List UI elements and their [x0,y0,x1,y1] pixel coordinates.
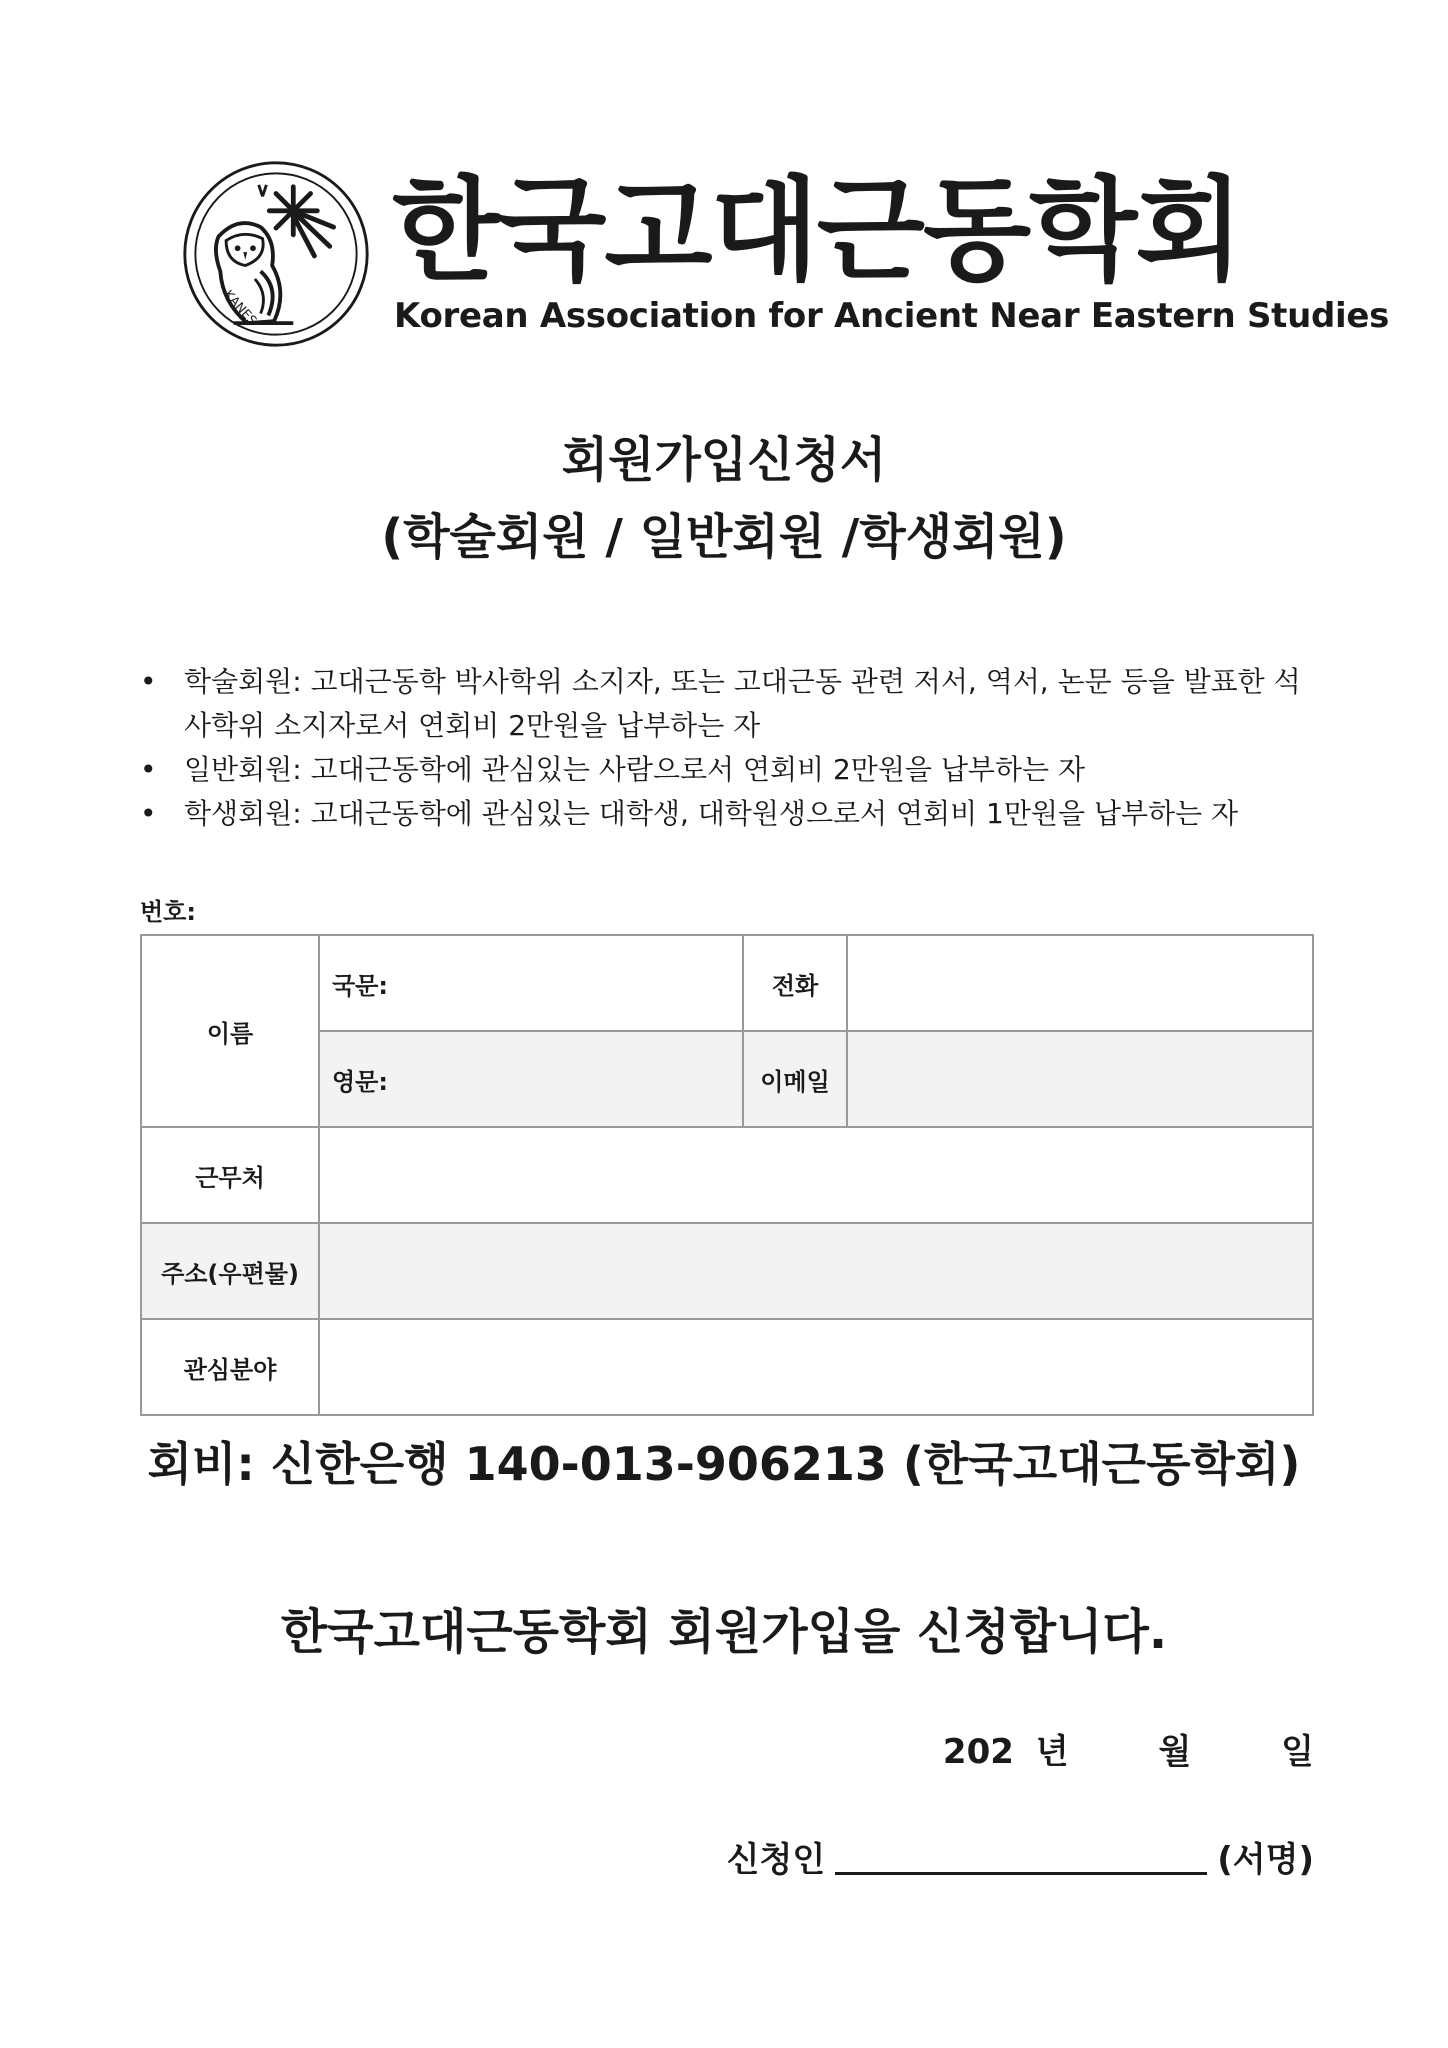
svg-text:KANES: KANES [221,286,261,328]
name-label: 이름 [141,935,319,1127]
org-name-english: Korean Association for Ancient Near Eastern Studies [394,296,1390,336]
applicant-label: 신청인 [726,1840,826,1880]
address-field[interactable] [319,1223,1313,1319]
number-label: 번호: [140,898,196,926]
email-label: 이메일 [743,1031,847,1127]
date-year-unit: 년 [1035,1732,1069,1772]
date-line [943,1724,1314,1773]
workplace-label: 근무처 [141,1127,319,1223]
english-name-field[interactable] [319,1031,743,1127]
form-subtitle: (학술회원 / 일반회원 /학생회원) [381,509,1067,565]
date-month-unit: 월 [1158,1732,1192,1772]
application-statement: 한국고대근동학회 회원가입을 신청합니다. [280,1604,1168,1660]
email-field[interactable] [847,1031,1313,1127]
phone-field[interactable] [847,935,1313,1031]
address-label: 주소(우편물) [141,1223,319,1319]
owl-logo-icon [180,158,372,350]
fee-account-info: 회비: 신한은행 140-013-906213 (한국고대근동학회) [147,1437,1301,1491]
signature-line [727,1832,1314,1881]
application-form-table [140,934,1314,1416]
form-title: 회원가입신청서 [561,432,887,488]
signature-note: (서명) [1217,1840,1314,1880]
rule-academic: • 학술회원: 고대근동학 박사학위 소지자, 또는 고대근동 관련 저서, 역서, 논문 등을 발표한 석사학위 소지자로서 연회비 2만원을 납부하는 자 [140,660,1320,748]
interest-label: 관심분야 [141,1319,319,1415]
interest-field[interactable] [319,1319,1313,1415]
org-name-korean: 한국고대근동학회 [392,166,1242,296]
rule-general: • 일반회원: 고대근동학에 관심있는 사람으로서 연회비 2만원을 납부하는 자 [140,748,1320,792]
date-day-unit: 일 [1281,1732,1314,1772]
workplace-field[interactable] [319,1127,1313,1223]
phone-label: 전화 [743,935,847,1031]
membership-rules [140,660,1320,836]
date-year: 202 [942,1732,1014,1772]
korean-name-label: 국문: [332,971,388,1000]
english-name-label: 영문: [332,1067,388,1096]
signature-field[interactable] [835,1842,1207,1875]
header [180,158,1390,358]
rule-student: • 학생회원: 고대근동학에 관심있는 대학생, 대학원생으로서 연회비 1만원을 납부하는 자 [140,792,1320,836]
korean-name-field[interactable] [319,935,743,1031]
